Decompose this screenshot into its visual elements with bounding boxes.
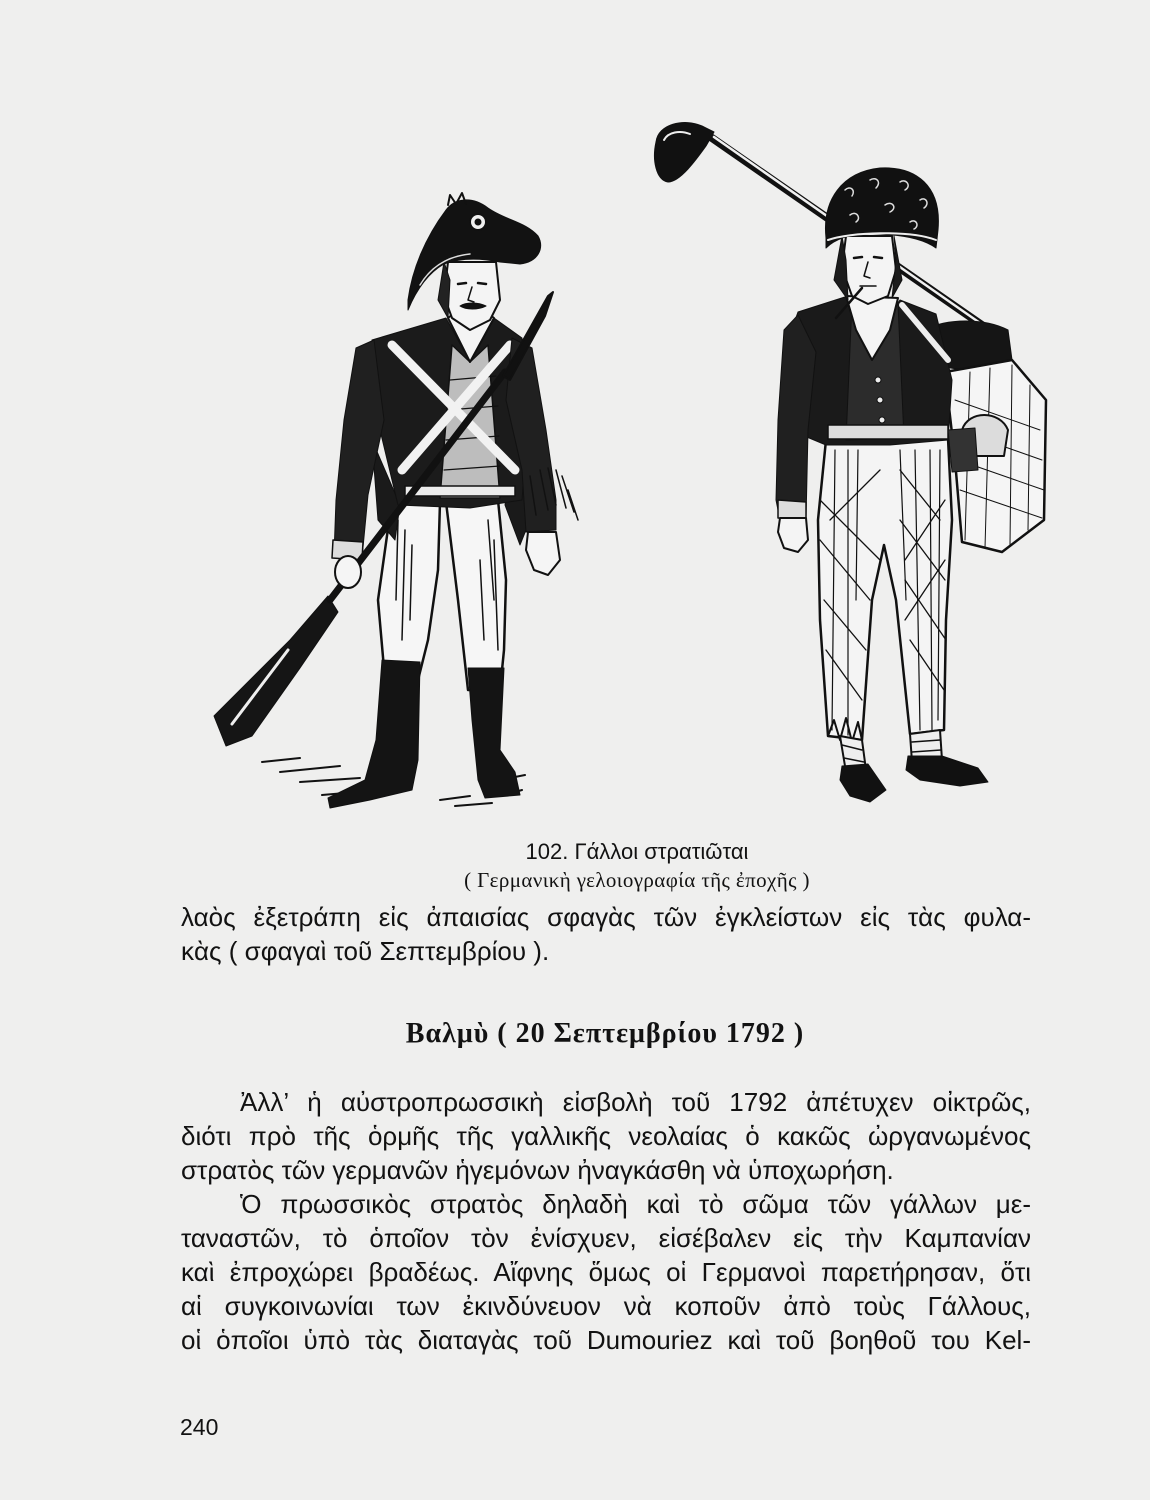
left-arm <box>334 340 384 558</box>
text-line: καὶ ἐπροχώρει βραδέως. Αἴφνης ὅμως οἱ Γερμανοὶ παρετήρησαν, ὅτι <box>181 1257 1031 1287</box>
hand <box>778 518 808 552</box>
text-line: ταναστῶν, τὸ ὁποῖον τὸν ἐνίσχυεν, εἰσέβαλεν εἰς τὴν Καμπανίαν <box>181 1223 1031 1253</box>
page-number: 240 <box>180 1414 219 1440</box>
right-soldier <box>655 123 1047 802</box>
right-hand <box>526 532 560 575</box>
text-line: Ὁ πρωσσικὸς στρατὸς δηλαδὴ καὶ τὸ σῶμα τῶν γάλλων με- <box>240 1189 1031 1219</box>
button <box>877 397 883 403</box>
text-line: Ἀλλ’ ἡ αὐστροπρωσσικὴ εἰσβολὴ τοῦ 1792 ἀπέτυχεν οἰκτρῶς, <box>240 1087 1031 1117</box>
figure-caption-title: 102. Γάλλοι στρατιῶται <box>525 839 749 864</box>
cockade-center <box>475 219 481 225</box>
right-leg <box>446 500 506 690</box>
waist-belt <box>828 425 948 439</box>
right-shoe <box>906 756 988 786</box>
left-shoe <box>840 764 886 802</box>
left-soldier <box>214 193 578 808</box>
figure-caption-note: ( Γερμανικὴ γελοιογραφία τῆς ἐποχῆς ) <box>464 868 810 892</box>
text-line: οἱ ὁποῖοι ὑπὸ τὰς διαταγὰς τοῦ Dumouriez καὶ τοῦ βοηθοῦ του Kel- <box>181 1325 1031 1355</box>
text-line: στρατὸς τῶν γερμανῶν ἡγεμόνων ἠναγκάσθη νὰ ὑποχωρήση. <box>181 1155 894 1185</box>
text-line: διότι πρὸ τῆς ὁρμῆς τῆς γαλλικῆς νεολαίας ὁ κακῶς ὠργανωμένος <box>181 1121 1031 1151</box>
left-hand <box>335 556 361 588</box>
text-line: αἱ συγκοινωνίαι των ἐκινδύνευον νὰ κοποῦν ἀπὸ τοὺς Γάλλους, <box>181 1291 1031 1321</box>
button <box>875 377 881 383</box>
text-line: λαὸς ἐξετράπη εἰς ἀπαισίας σφαγὰς τῶν ἐγκλείστων εἰς τὰς φυλα- <box>181 902 1031 932</box>
left-boot <box>328 660 420 808</box>
waist-belt <box>405 486 515 496</box>
side-pouch <box>948 428 978 472</box>
face <box>842 236 896 304</box>
right-boot <box>468 668 520 798</box>
text-line: κὰς ( σφαγαὶ τοῦ Σεπτεμβρίου ). <box>181 936 550 966</box>
section-heading: Βαλμὺ ( 20 Σεπτεμβρίου 1792 ) <box>405 1018 805 1049</box>
button <box>879 417 885 423</box>
